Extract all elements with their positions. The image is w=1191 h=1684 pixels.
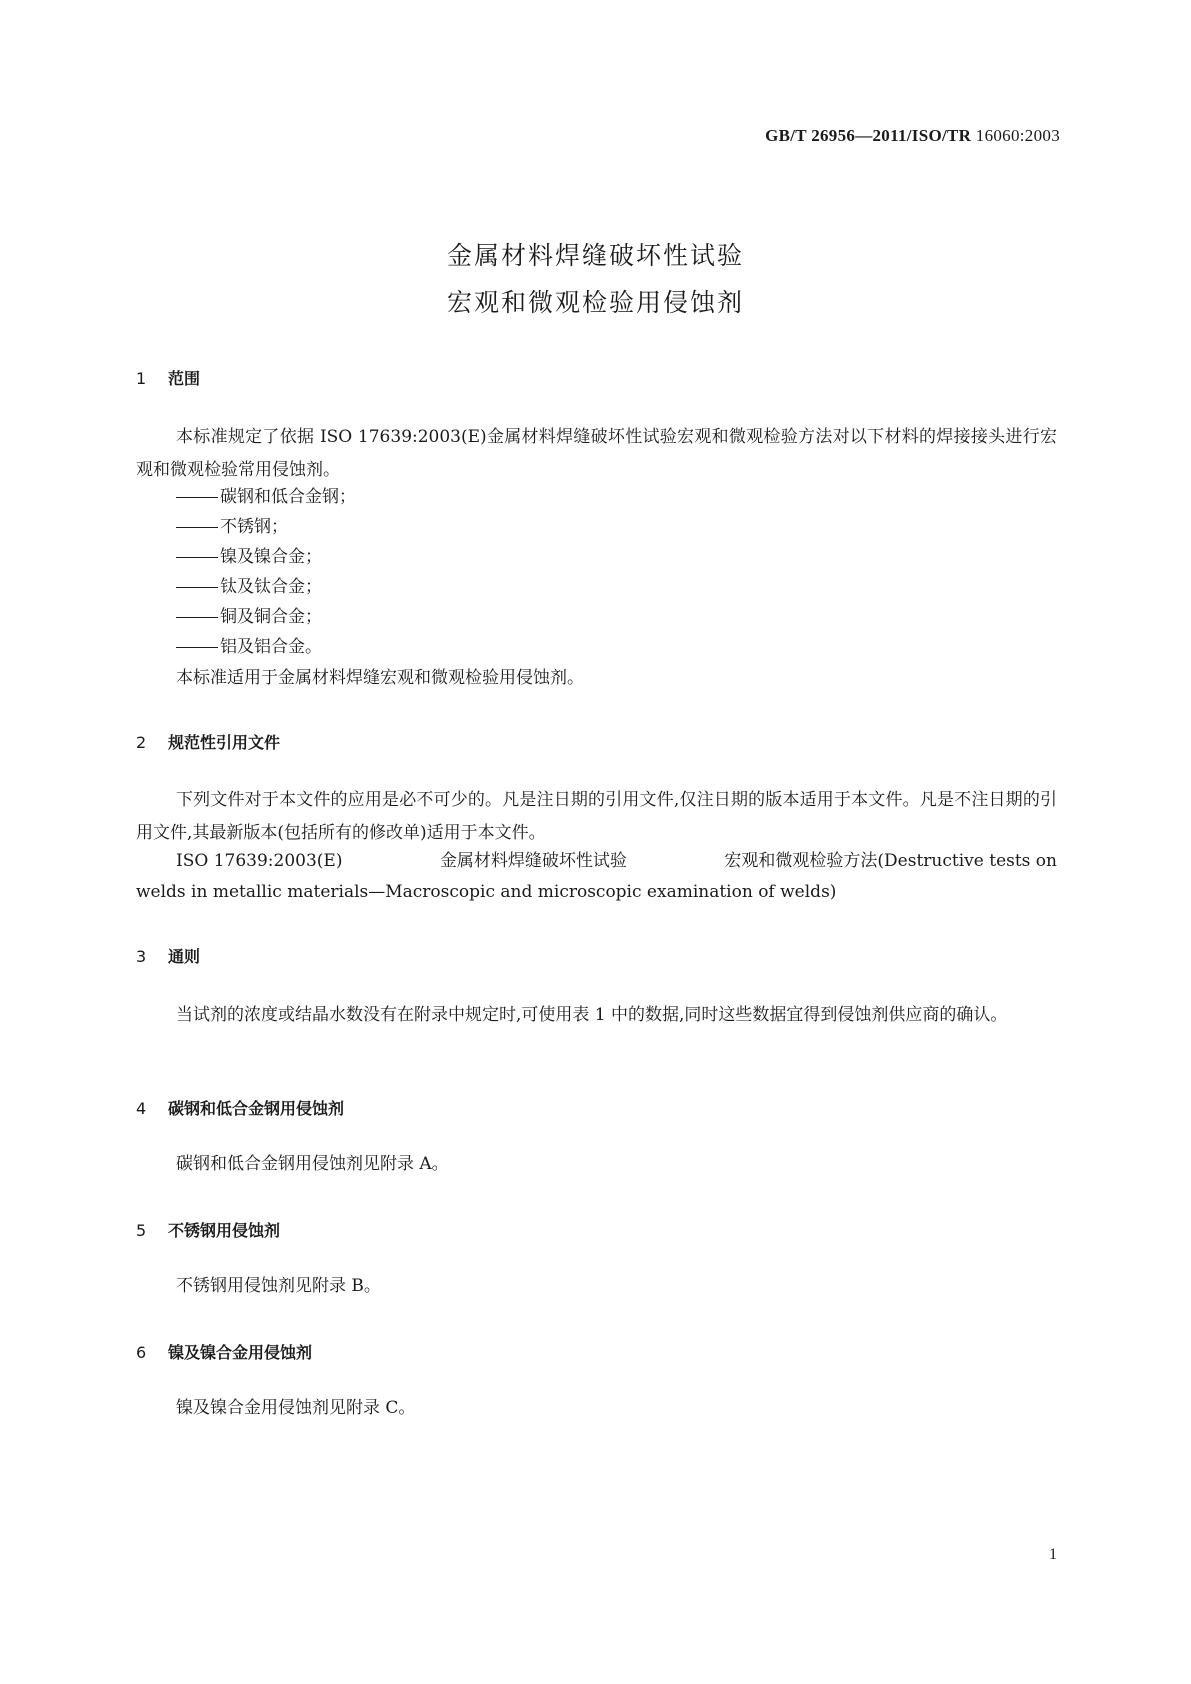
section-2-number: 2: [136, 733, 147, 752]
normative-reference-line-1: [176, 850, 1057, 872]
list-item: [176, 486, 356, 508]
standard-code-main: GB/T 26956—2011/ISO/TR: [765, 126, 972, 145]
list-item-text: 铝及铝合金。: [220, 637, 322, 657]
standard-code: [765, 126, 1060, 146]
section-1-heading: [136, 366, 200, 389]
section-1-paragraph: 本标准规定了依据 ISO 17639:2003(E)金属材料焊缝破坏性试验宏观和微观检验方法对以下材料的焊接接头进行宏观和微观检验常用侵蚀剂。: [136, 427, 1057, 480]
list-item-text: 钛及钛合金；: [220, 577, 322, 597]
section-6-paragraph: 镍及镍合金用侵蚀剂见附录 C。: [176, 1398, 416, 1418]
section-2-heading: [136, 730, 280, 753]
reference-title-cn: 金属材料焊缝破坏性试验: [439, 851, 627, 871]
document-title: [0, 232, 1191, 326]
list-item-text: 铜及铜合金；: [220, 607, 322, 627]
section-5-heading: [136, 1218, 280, 1241]
section-3-paragraph: 当试剂的浓度或结晶水数没有在附录中规定时,可使用表 1 中的数据,同时这些数据宜得到侵蚀剂供应商的确认。: [176, 1005, 1008, 1025]
section-1-number: 1: [136, 369, 147, 388]
section-6-title: 镍及镍合金用侵蚀剂: [168, 1343, 313, 1362]
section-5-title: 不锈钢用侵蚀剂: [168, 1221, 281, 1240]
page-number: 1: [1049, 1546, 1057, 1563]
list-item: [176, 546, 322, 568]
title-line-2: 宏观和微观检验用侵蚀剂: [446, 288, 744, 317]
section-6-heading: [136, 1340, 312, 1363]
dash-mark: [176, 617, 218, 618]
dash-mark: [176, 647, 218, 648]
standard-code-iso-year: 16060:2003: [971, 126, 1060, 145]
section-2-title: 规范性引用文件: [168, 733, 281, 752]
section-1-scope-statement: 本标准适用于金属材料焊缝宏观和微观检验用侵蚀剂。: [176, 668, 584, 688]
section-4-title: 碳钢和低合金钢用侵蚀剂: [168, 1099, 345, 1118]
section-4-heading: [136, 1096, 344, 1119]
section-6-number: 6: [136, 1343, 147, 1362]
dash-mark: [176, 527, 218, 528]
reference-title-en-start: 宏观和微观检验方法(Destructive tests on: [724, 851, 1057, 871]
list-item-text: 镍及镍合金；: [220, 547, 322, 567]
normative-reference-line-2: welds in metallic materials—Macroscopic and microscopic examination of welds): [136, 882, 837, 902]
section-4-paragraph: 碳钢和低合金钢用侵蚀剂见附录 A。: [176, 1154, 449, 1174]
section-3-heading: [136, 944, 200, 967]
dash-mark: [176, 557, 218, 558]
dash-mark: [176, 587, 218, 588]
dash-mark: [176, 497, 218, 498]
reference-id: ISO 17639:2003(E): [176, 851, 343, 871]
list-item: [176, 516, 288, 538]
section-1-title: 范围: [168, 369, 201, 388]
section-2-paragraph: 下列文件对于本文件的应用是必不可少的。凡是注日期的引用文件,仅注日期的版本适用于本文件。凡是不注日期的引用文件,其最新版本(包括所有的修改单)适用于本文件。: [136, 790, 1057, 843]
list-item: [176, 576, 322, 598]
title-line-1: 金属材料焊缝破坏性试验: [446, 241, 744, 270]
list-item-text: 碳钢和低合金钢；: [220, 487, 356, 507]
section-3-title: 通则: [168, 947, 201, 966]
section-4-number: 4: [136, 1099, 147, 1118]
list-item-text: 不锈钢；: [220, 517, 288, 537]
list-item: [176, 636, 322, 658]
section-5-number: 5: [136, 1221, 147, 1240]
section-3-number: 3: [136, 947, 147, 966]
list-item: [176, 606, 322, 628]
section-5-paragraph: 不锈钢用侵蚀剂见附录 B。: [176, 1276, 381, 1296]
